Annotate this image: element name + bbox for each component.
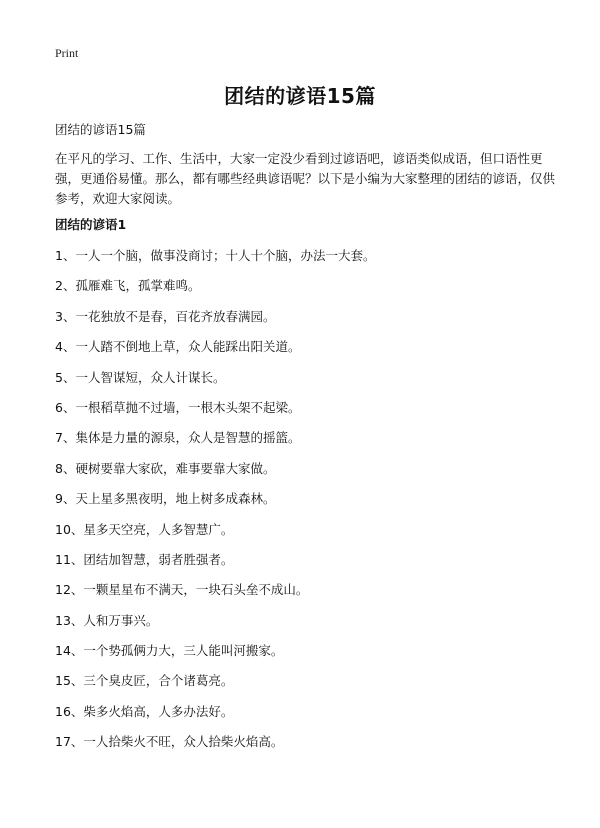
document-subtitle: 团结的谚语15篇: [55, 122, 146, 137]
list-item: 12、一颗星星布不满天，一块石头垒不成山。: [55, 582, 309, 598]
list-item: 1、一人一个脑，做事没商讨；十人十个脑，办法一大套。: [55, 248, 376, 263]
list-item: 2、孤雁难飞，孤掌难鸣。: [55, 278, 201, 294]
list-item: 7、集体是力量的源泉，众人是智慧的摇篮。: [55, 430, 301, 446]
list-item: 11、团结加智慧，弱者胜强者。: [55, 551, 234, 567]
page-title: 团结的谚语15篇: [224, 84, 376, 108]
list-item: 6、一根稻草抛不过墙，一根木头架不起梁。: [55, 399, 301, 415]
list-item: 16、柴多火焰高，人多办法好。: [55, 703, 234, 719]
list-item: 15、三个臭皮匠，合个诸葛亮。: [55, 673, 234, 689]
list-item: 14、一个势孤俩力大，三人能叫河搬家。: [55, 643, 284, 659]
list-item: 3、一花独放不是春，百花齐放春满园。: [55, 308, 276, 324]
list-item: 10、星多天空亮，人多智慧广。: [55, 521, 234, 537]
proverb-list: [55, 247, 375, 764]
list-item: 13、人和万事兴。: [55, 612, 159, 628]
list-item: 8、硬树要靠大家砍，难事要靠大家做。: [55, 460, 276, 476]
list-item: 9、天上星多黑夜明，地上树多成森林。: [55, 491, 276, 507]
list-item: 4、一人踏不倒地上草，众人能踩出阳关道。: [55, 339, 301, 355]
intro-paragraph: 在平凡的学习、工作、生活中，大家一定没少看到过谚语吧，谚语类似成语，但口语性更强，更通俗易懂。那么，都有哪些经典谚语呢？以下是小编为大家整理的团结的谚语，仅供参考，欢迎大家阅读。: [55, 151, 556, 206]
section-heading: 团结的谚语1: [55, 217, 127, 232]
print-link[interactable]: Print: [55, 46, 79, 60]
list-item: 5、一人智谋短，众人计谋长。: [55, 369, 226, 385]
list-item: 17、一人拾柴火不旺，众人拾柴火焰高。: [55, 734, 284, 750]
